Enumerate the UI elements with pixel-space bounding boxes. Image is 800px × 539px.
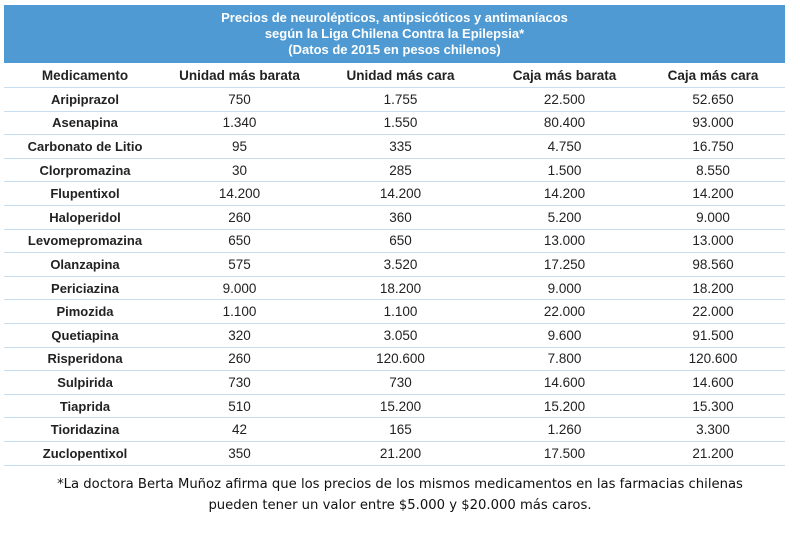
title-line-3: (Datos de 2015 en pesos chilenos)	[288, 42, 501, 57]
price-cell: 15.200	[543, 398, 586, 414]
table-row	[4, 206, 785, 230]
price-cell: 18.200	[379, 280, 422, 296]
table-body	[4, 88, 785, 466]
price-cell: 260	[228, 209, 251, 225]
price-cell: 18.200	[692, 280, 734, 296]
price-cell: 730	[228, 374, 251, 390]
price-cell: 650	[389, 233, 412, 249]
footnote	[0, 474, 800, 516]
price-cell: 575	[228, 256, 251, 272]
table-header-row	[4, 64, 785, 88]
price-table	[4, 64, 785, 466]
price-cell: 9.000	[696, 209, 730, 225]
price-cell: 9.600	[547, 327, 582, 343]
price-cell: 80.400	[543, 115, 586, 131]
table-row	[4, 253, 785, 277]
price-cell: 13.000	[692, 233, 734, 249]
title-line-2: según la Liga Chilena Contra la Epilepsia*	[264, 26, 525, 41]
medication-name-cell: Asenapina	[52, 115, 118, 131]
price-cell: 1.550	[383, 115, 418, 131]
medication-name-cell: Sulpirida	[57, 374, 113, 390]
title-line-1: Precios de neurolépticos, antipsicóticos y antimaníacos	[221, 10, 568, 25]
price-cell: 91.500	[692, 327, 734, 343]
price-cell: 3.300	[696, 422, 730, 438]
table-title-banner	[4, 5, 785, 63]
price-cell: 750	[228, 91, 251, 107]
price-cell: 22.000	[692, 304, 734, 320]
price-cell: 42	[231, 422, 248, 438]
medication-name-cell: Haloperidol	[49, 209, 121, 225]
price-cell: 1.260	[547, 422, 582, 438]
price-cell: 510	[228, 398, 251, 414]
price-cell: 14.200	[218, 186, 261, 202]
medication-name-cell: Clorpromazina	[39, 162, 131, 178]
medication-name-cell: Carbonato de Litio	[27, 138, 143, 154]
price-cell: 120.600	[376, 351, 425, 367]
price-cell: 17.250	[543, 256, 586, 272]
medication-name-cell: Flupentixol	[50, 186, 120, 202]
medication-name-cell: Tiaprida	[59, 398, 111, 414]
footnote-line-1: *La doctora Berta Muñoz afirma que los precios de los mismos medicamentos en las farmacias chilenas	[57, 477, 743, 492]
price-cell: 8.550	[696, 162, 730, 178]
column-header-caja-barata: Caja más barata	[512, 68, 617, 83]
price-cell: 285	[389, 162, 412, 178]
price-cell: 52.650	[692, 91, 734, 107]
price-cell: 21.200	[692, 445, 734, 461]
medication-name-cell: Olanzapina	[50, 256, 120, 272]
medication-name-cell: Levomepromazina	[27, 233, 143, 249]
table-row	[4, 395, 785, 419]
price-cell: 21.200	[379, 445, 422, 461]
price-cell: 260	[228, 351, 251, 367]
price-cell: 14.600	[692, 374, 734, 390]
table-row	[4, 442, 785, 466]
price-cell: 98.560	[692, 256, 734, 272]
price-cell: 16.750	[692, 138, 734, 154]
price-cell: 9.000	[547, 280, 582, 296]
price-cell: 1.100	[222, 304, 257, 320]
column-header-medicamento: Medicamento	[41, 68, 129, 83]
column-header-unidad-cara: Unidad más cara	[346, 68, 455, 83]
price-cell: 9.000	[222, 280, 257, 296]
price-cell: 120.600	[688, 351, 738, 367]
medication-name-cell: Risperidona	[47, 351, 123, 367]
price-cell: 14.600	[543, 374, 586, 390]
price-cell: 335	[389, 138, 412, 154]
table-row	[4, 135, 785, 159]
medication-name-cell: Pimozida	[56, 304, 114, 320]
price-cell: 15.300	[692, 398, 734, 414]
price-cell: 4.750	[547, 138, 582, 154]
price-cell: 165	[389, 422, 412, 438]
medication-name-cell: Aripiprazol	[51, 91, 119, 107]
price-cell: 17.500	[543, 445, 586, 461]
column-header-caja-cara: Caja más cara	[667, 68, 759, 83]
price-cell: 14.200	[543, 186, 586, 202]
table-row	[4, 348, 785, 372]
table-row	[4, 88, 785, 112]
price-cell: 1.100	[383, 304, 418, 320]
table-row	[4, 418, 785, 442]
table-row	[4, 324, 785, 348]
table-row	[4, 182, 785, 206]
table-row	[4, 371, 785, 395]
table-row	[4, 112, 785, 136]
table-row	[4, 277, 785, 301]
price-cell: 95	[231, 138, 248, 154]
price-cell: 1.340	[222, 115, 257, 131]
price-cell: 730	[389, 374, 412, 390]
medication-name-cell: Zuclopentixol	[42, 445, 128, 461]
price-cell: 13.000	[543, 233, 586, 249]
medication-name-cell: Periciazina	[51, 280, 119, 296]
table-row	[4, 230, 785, 254]
price-cell: 14.200	[692, 186, 734, 202]
table-row	[4, 159, 785, 183]
price-cell: 650	[228, 233, 251, 249]
price-cell: 93.000	[692, 115, 734, 131]
medication-name-cell: Tioridazina	[50, 422, 120, 438]
price-cell: 22.000	[543, 304, 586, 320]
price-cell: 1.500	[547, 162, 582, 178]
price-cell: 3.520	[383, 256, 418, 272]
column-header-unidad-barata: Unidad más barata	[179, 68, 300, 83]
price-cell: 15.200	[379, 398, 422, 414]
price-cell: 5.200	[547, 209, 582, 225]
price-cell: 7.800	[547, 351, 582, 367]
price-cell: 30	[231, 162, 248, 178]
price-cell: 350	[228, 445, 251, 461]
price-cell: 1.755	[383, 91, 418, 107]
price-cell: 3.050	[383, 327, 418, 343]
price-cell: 22.500	[543, 91, 586, 107]
footnote-line-2: pueden tener un valor entre $5.000 y $20.000 más caros.	[208, 498, 592, 513]
table-row	[4, 300, 785, 324]
price-cell: 320	[228, 327, 251, 343]
price-cell: 14.200	[379, 186, 422, 202]
price-cell: 360	[389, 209, 412, 225]
medication-name-cell: Quetiapina	[51, 327, 119, 343]
